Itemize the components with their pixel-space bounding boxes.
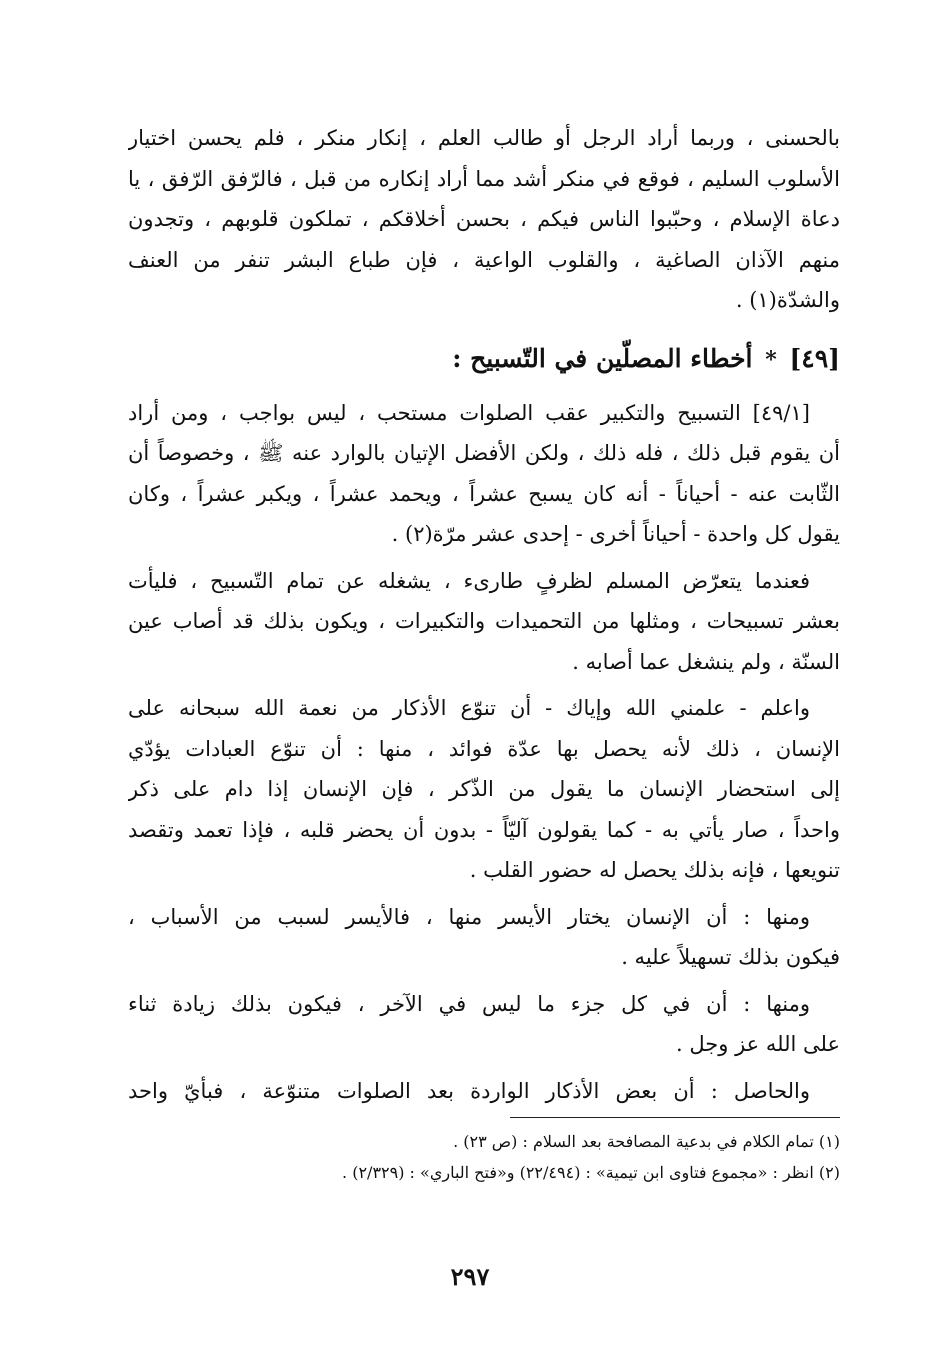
paragraph	[128, 688, 840, 891]
section-heading	[128, 337, 840, 381]
text-line: والشدّة(١) .	[735, 288, 840, 312]
text-line: السنّة ، ولم ينشغل عما أصابه .	[572, 649, 840, 674]
text-line: على الله عز وجل .	[676, 1032, 840, 1056]
intro-paragraph	[128, 118, 840, 321]
section-number: [٤٩]	[789, 343, 840, 373]
paragraph	[128, 984, 840, 1065]
text-line: واحداً ، صار يأتي به - كما يقولون آليّاً - بدون أن يحضر قلبه ، فإذا تعمد وتقصد	[128, 817, 840, 842]
footnote: (٢) انظر : «مجموع فتاوى ابن تيمية» : (٢٢/٤٩٤) و«فتح الباري» : (٢/٣٢٩) .	[342, 1163, 840, 1182]
paragraph	[128, 897, 840, 978]
text-line: [٤٩/١] التسبيح والتكبير عقب الصلوات مستحب ، ليس بواجب ، ومن أراد	[128, 400, 810, 425]
text-line: بعشر تسبيحات ، ومثلها من التحميدات والتكبيرات ، ويكون بذلك قد أصاب عين	[128, 609, 840, 633]
text-line: واعلم - علمني الله وإياك - أن تنوّع الأذكار من نعمة الله سبحانه على	[128, 696, 810, 720]
footnote: (١) تمام الكلام في بدعية المصافحة بعد السلام : (ص ٢٣) .	[453, 1132, 840, 1151]
text-line: يقول كل واحدة - أحياناً أخرى - إحدى عشر مرّة(٢) .	[391, 522, 840, 546]
paragraph	[128, 561, 840, 683]
page-number: ٢٩٧	[450, 1262, 490, 1291]
text-line: فعندما يتعرّض المسلم لظرفٍ طارىء ، يشغله عن تمام التّسبيح ، فليأت	[128, 568, 810, 593]
text-line: أن يقوم قبل ذلك ، فله ذلك ، ولكن الأفضل الإتيان بالوارد عنه ﷺ ، وخصوصاً أن	[128, 441, 840, 465]
footnotes	[128, 1126, 840, 1188]
footnote-divider	[510, 1117, 840, 1118]
text-line: الإنسان ، ذلك لأنه يحصل بها عدّة فوائد ، منها : أن تنوّع العبادات يؤدّي	[128, 736, 840, 761]
text-line: الثّابت عنه - أحياناً - أنه كان يسبح عشراً ، ويحمد عشراً ، ويكبر عشراً ، وكان	[128, 481, 840, 506]
text-line: بالحسنى ، وربما أراد الرجل أو طالب العلم ، إنكار منكر ، فلم يحسن اختيار	[128, 126, 840, 150]
text-line: الأسلوب السليم ، فوقع في منكر أشد مما أراد إنكاره من قبل ، فالرّفق الرّفق ، يا	[128, 166, 840, 191]
text-line: ومنها : أن الإنسان يختار الأيسر منها ، فالأيسر لسبب من الأسباب ،	[128, 904, 810, 929]
text-line: منهم الآذان الصاغية ، والقلوب الواعية ، فإن طباع البشر تنفر من العنف	[128, 247, 840, 272]
text-line: ومنها : أن في كل جزء ما ليس في الآخر ، فيكون بذلك زيادة ثناء	[128, 991, 810, 1016]
paragraph	[128, 393, 840, 555]
page-body	[128, 118, 840, 1188]
text-line: والحاصل : أن بعض الأذكار الواردة بعد الصلوات متنوّعة ، فبأيّ واحد	[128, 1078, 810, 1103]
star-icon: *	[765, 346, 777, 373]
text-line: فيكون بذلك تسهيلاً عليه .	[621, 945, 840, 969]
text-line: دعاة الإسلام ، وحبّبوا الناس فيكم ، بحسن أخلاقكم ، تملكون قلوبهم ، وتجدون	[128, 207, 840, 231]
paragraph	[128, 1071, 840, 1112]
text-line: إلى استحضار الإنسان ما يقول من الذّكر ، فإن الإنسان إذا دام على ذكر	[128, 777, 840, 801]
text-line: تنويعها ، فإنه بذلك يحصل له حضور القلب .	[469, 858, 840, 882]
section-title: أخطاء المصلّين في التّسبيح :	[452, 343, 753, 373]
